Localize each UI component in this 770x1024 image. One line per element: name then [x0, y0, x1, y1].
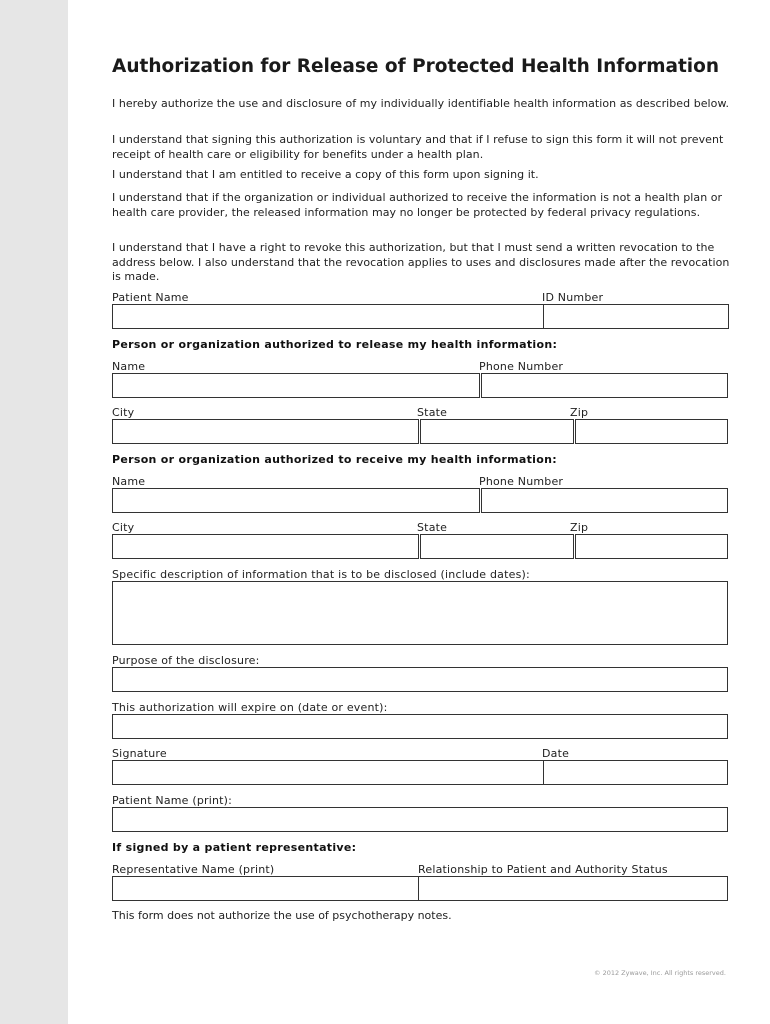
- id-number-field[interactable]: [544, 304, 729, 329]
- patient-name-field[interactable]: [112, 304, 544, 329]
- release-state-label: State: [417, 406, 448, 419]
- paragraph-copy: I understand that I am entitled to receive a copy of this form upon signing it.: [112, 168, 539, 181]
- expire-field[interactable]: [112, 714, 728, 739]
- representative-name-label: Representative Name (print): [112, 863, 275, 876]
- release-name-label: Name: [112, 360, 146, 373]
- receive-phone-label: Phone Number: [479, 475, 564, 488]
- description-field[interactable]: [112, 581, 728, 645]
- signature-field[interactable]: [112, 760, 544, 785]
- paragraph-privacy: I understand that if the organization or individual authorized to receive the information is not a health plan or health care provider, the released information may no longer be protected by federal privacy regulations.: [112, 191, 723, 219]
- receive-state-field[interactable]: [420, 534, 574, 559]
- receive-city-label: City: [112, 521, 135, 534]
- date-label: Date: [542, 747, 570, 760]
- patient-id-row: [112, 304, 728, 329]
- paragraph-voluntary: I understand that signing this authorization is voluntary and that if I refuse to sign this form it will not prevent receipt of health care or eligibility for benefits under a health plan.: [112, 133, 724, 161]
- representative-name-field[interactable]: [112, 876, 419, 901]
- form-page: [68, 0, 770, 1024]
- release-city-label: City: [112, 406, 135, 419]
- relationship-field[interactable]: [418, 876, 728, 901]
- relationship-label: Relationship to Patient and Authority Status: [418, 863, 668, 876]
- release-name-field[interactable]: [112, 373, 480, 398]
- signature-label: Signature: [112, 747, 167, 760]
- receive-zip-label: Zip: [570, 521, 589, 534]
- release-zip-field[interactable]: [575, 419, 728, 444]
- patient-name-label: Patient Name: [112, 291, 189, 304]
- paragraph-revoke: I understand that I have a right to revoke this authorization, but that I must send a written revocation to the address below. I also understand that the revocation applies to uses and disclosures made after the revocation is made.: [112, 241, 730, 283]
- representative-heading: If signed by a patient representative:: [112, 841, 357, 854]
- receive-phone-field[interactable]: [481, 488, 728, 513]
- patient-print-label: Patient Name (print):: [112, 794, 233, 807]
- release-phone-label: Phone Number: [479, 360, 564, 373]
- purpose-field[interactable]: [112, 667, 728, 692]
- expire-label: This authorization will expire on (date or event):: [112, 701, 388, 714]
- receive-zip-field[interactable]: [575, 534, 728, 559]
- receive-heading: Person or organization authorized to receive my health information:: [112, 453, 557, 466]
- psychotherapy-note: This form does not authorize the use of psychotherapy notes.: [112, 909, 452, 922]
- receive-city-field[interactable]: [112, 534, 419, 559]
- receive-state-label: State: [417, 521, 448, 534]
- receive-name-field[interactable]: [112, 488, 480, 513]
- description-label: Specific description of information that is to be disclosed (include dates):: [112, 568, 530, 581]
- release-phone-field[interactable]: [481, 373, 728, 398]
- release-state-field[interactable]: [420, 419, 574, 444]
- release-heading: Person or organization authorized to release my health information:: [112, 338, 558, 351]
- page-title: Authorization for Release of Protected Health Information: [112, 56, 720, 77]
- date-field[interactable]: [543, 760, 728, 785]
- paragraph-authorize: I hereby authorize the use and disclosure of my individually identifiable health information as described below.: [112, 97, 730, 110]
- left-gutter: [0, 0, 68, 1024]
- patient-print-field[interactable]: [112, 807, 728, 832]
- purpose-label: Purpose of the disclosure:: [112, 654, 260, 667]
- copyright-notice: © 2012 Zywave, Inc. All rights reserved.: [594, 969, 726, 977]
- release-city-field[interactable]: [112, 419, 419, 444]
- receive-name-label: Name: [112, 475, 146, 488]
- id-number-label: ID Number: [542, 291, 604, 304]
- release-zip-label: Zip: [570, 406, 589, 419]
